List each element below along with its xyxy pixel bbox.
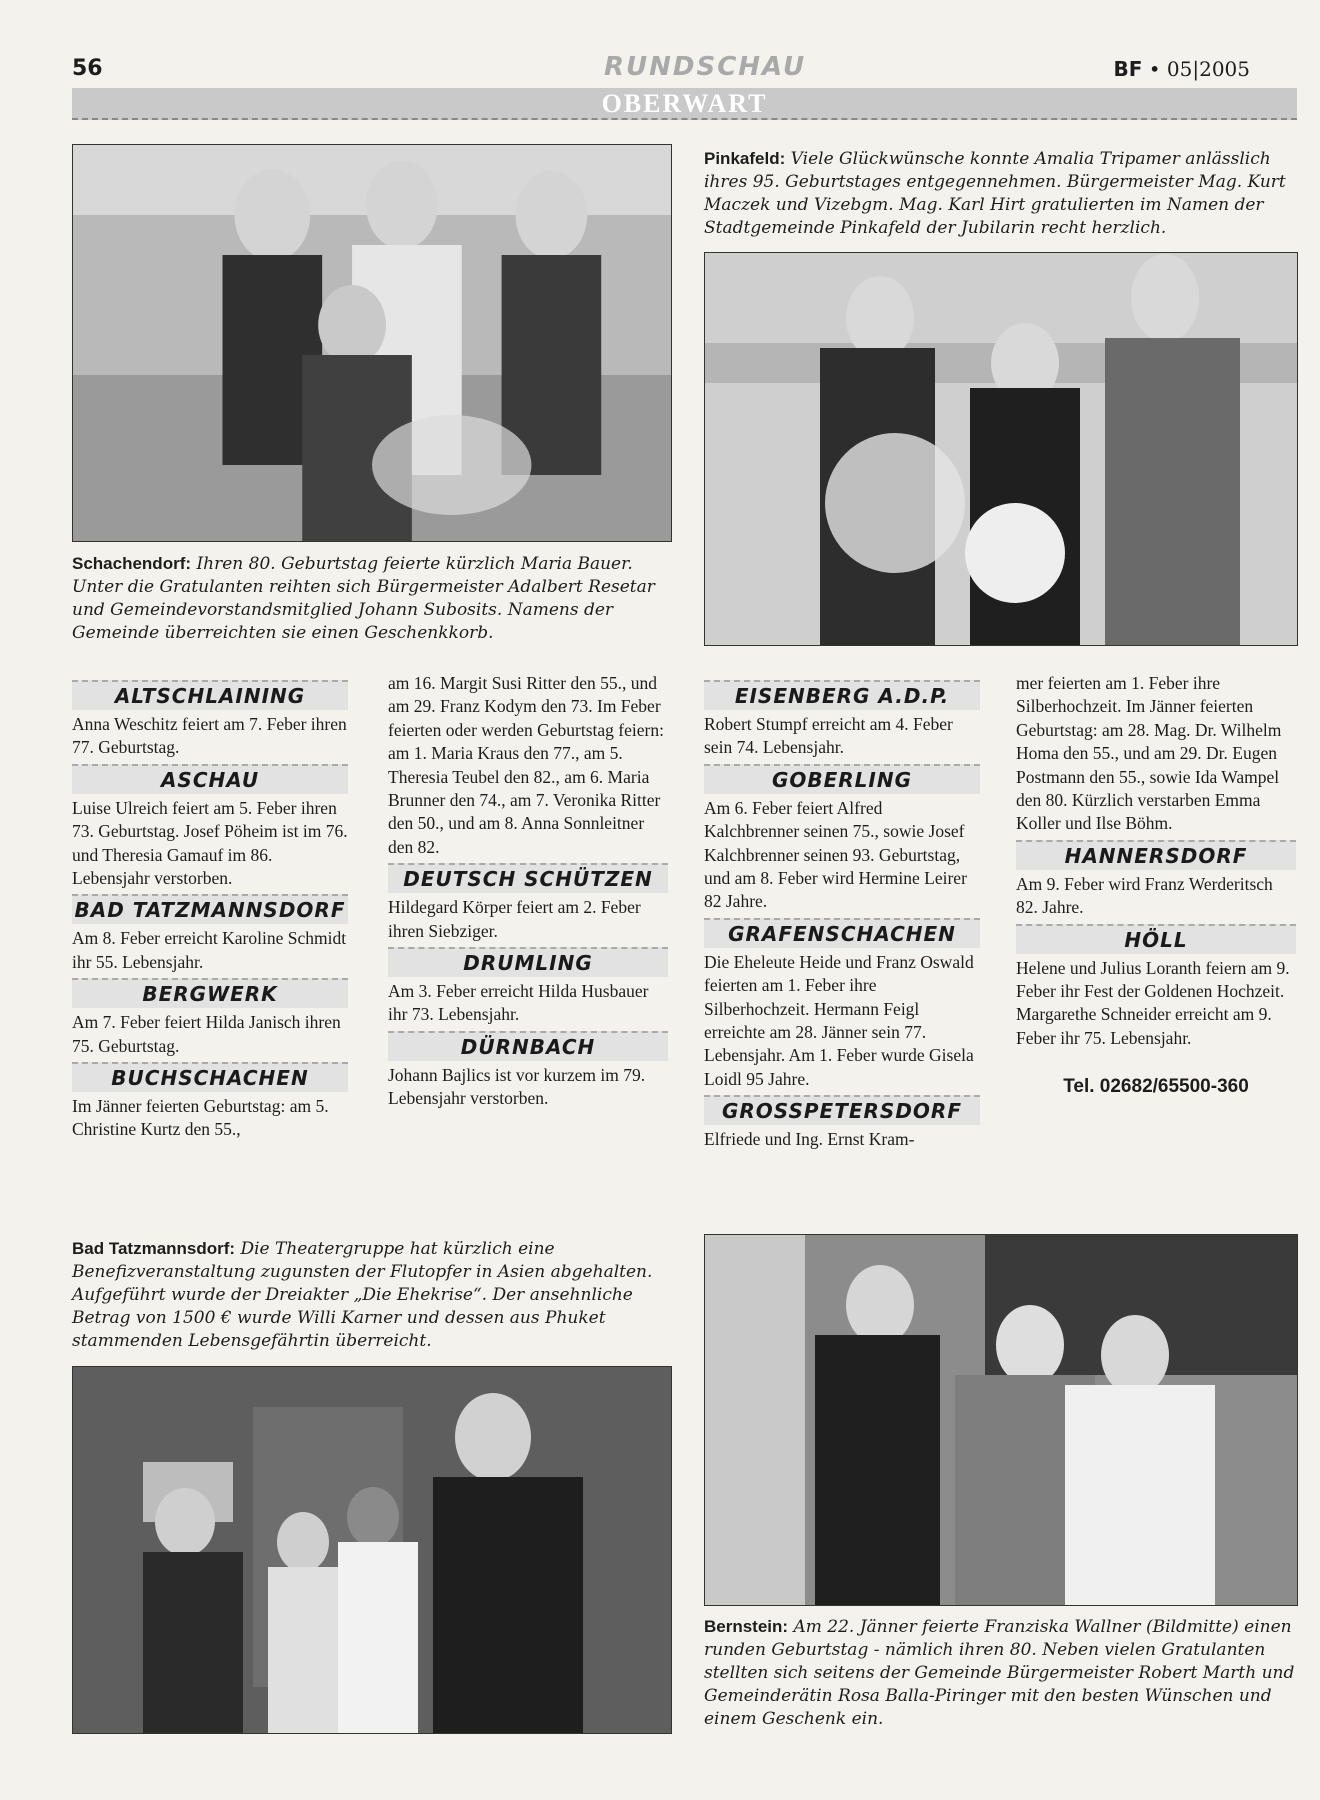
section-heading: BAD TATZMANNSDORF — [72, 894, 348, 924]
photo-bad-tatzmannsdorf — [72, 1366, 672, 1734]
photo-schachendorf — [72, 144, 672, 542]
caption-text: Ihren 80. Geburtstag feierte kürzlich Maria Bauer. Unter die Gratulanten reihten sich Bürgermeister Adalbert Resetar und Gemeindevorstandsmitglied Johann Subosits. Namens der Gemeinde überreichten sie einen Geschenkkorb. — [72, 554, 655, 643]
section-band — [72, 88, 1297, 120]
caption-place: Pinkafeld: — [704, 149, 786, 168]
column-4 — [1016, 672, 1296, 1098]
column-1 — [72, 676, 348, 1142]
section-heading: HANNERSDORF — [1016, 840, 1296, 870]
caption-place: Schachendorf: — [72, 554, 192, 573]
section-heading: DEUTSCH SCHÜTZEN — [388, 863, 668, 893]
section-heading: DRUMLING — [388, 947, 668, 977]
section-heading: BERGWERK — [72, 978, 348, 1008]
notice-text: Luise Ulreich feiert am 5. Feber ihren 73. Geburtstag. Josef Pöheim ist im 76. und Theresia Gamauf im 86. Lebensjahr verstorben. — [72, 797, 348, 889]
section-heading: EISENBERG A.D.P. — [704, 680, 980, 710]
notice-text: mer feierten am 1. Feber ihre Silberhochzeit. Im Jänner feierten Geburtstag: am 28. Mag. Dr. Wilhelm Homa den 55., und am 29. Dr. Eugen Postmann den 55., sowie Ida Wampel den 80. Kürzlich verstarben Emma Koller und Ilse Böhm. — [1016, 673, 1282, 834]
section-heading: ASCHAU — [72, 764, 348, 794]
caption-bad-tatzmannsdorf — [72, 1238, 672, 1353]
section-heading: GROSSPETERSDORF — [704, 1095, 980, 1125]
notice-text: Am 7. Feber feiert Hilda Janisch ihren 75. Geburtstag. — [72, 1012, 341, 1056]
notice-text: Elfriede und Ing. Ernst Kram- — [704, 1129, 915, 1150]
notice-text: Im Jänner feierten Geburtstag: am 5. Christine Kurtz den 55., — [72, 1096, 329, 1140]
notice-text: Am 6. Feber feiert Alfred Kalchbrenner seinen 75., sowie Josef Kalchbrenner seinen 93. Geburtstag, und am 8. Feber wird Hermine Leirer 82 Jahre. — [704, 797, 967, 912]
section-heading: DÜRNBACH — [388, 1031, 668, 1061]
section-heading: ALTSCHLAINING — [72, 680, 348, 710]
section-heading: GOBERLING — [704, 764, 980, 794]
section-heading: GRAFENSCHACHEN — [704, 918, 980, 948]
caption-text: Viele Glückwünsche konnte Amalia Tripamer anlässlich ihres 95. Geburtstages entgegennehmen. Bürgermeister Mag. Kurt Maczek und Vizebgm. Mag. Karl Hirt gratulierten im Namen der Stadtgemeinde Pinkafeld der Jubilarin recht herzlich. — [704, 149, 1286, 238]
publication-code: BF — [1113, 57, 1143, 81]
notice-text: Robert Stumpf erreicht am 4. Feber sein 74. Lebensjahr. — [704, 714, 953, 758]
masthead: RUNDSCHAU — [604, 52, 807, 82]
caption-text: Am 22. Jänner feierte Franziska Wallner (Bildmitte) einen runden Geburtstag - nämlich ihren 80. Neben vielen Gratulanten stellten sich seitens der Gemeinde Bürgermeister Robert Marth und Gemeinderätin Rosa Balla-Piringer mit den besten Wünschen und einem Geschenk ein. — [704, 1617, 1295, 1729]
issue-info: BF • 05|2005 — [1113, 57, 1250, 81]
notice-text: Johann Bajlics ist vor kurzem im 79. Lebensjahr verstorben. — [388, 1064, 646, 1109]
section-heading: HÖLL — [1016, 924, 1296, 954]
notice-text: Am 8. Feber erreicht Karoline Schmidt ihr 55. Lebensjahr. — [72, 928, 347, 972]
caption-text: Die Theatergruppe hat kürzlich eine Benefizveranstaltung zugunsten der Flutopfer in Asien abgehalten. Aufgeführt wurde der Dreiakter „Die Ehekrise“. Der ansehnliche Betrag von 1500 € wurde Willi Karner und dessen aus Phuket stammenden Lebensgefährtin überreicht. — [72, 1239, 653, 1351]
notice-text: Hildegard Körper feiert am 2. Feber ihren Siebziger. — [388, 897, 641, 941]
section-heading: BUCHSCHACHEN — [72, 1062, 348, 1092]
photo-bernstein — [704, 1234, 1298, 1606]
notice-text: Die Eheleute Heide und Franz Oswald feierten am 1. Feber ihre Silberhochzeit. Hermann Feigl erreichte am 28. Jänner sein 77. Lebensjahr. Am 1. Feber wurde Gisela Loidl 95 Jahre. — [704, 951, 974, 1089]
section-title: OBERWART — [601, 89, 768, 118]
caption-pinkafeld — [704, 148, 1298, 240]
notice-text: Am 9. Feber wird Franz Werderitsch 82. Jahre. — [1016, 873, 1273, 918]
notice-text: Anna Weschitz feiert am 7. Feber ihren 77. Geburtstag. — [72, 714, 347, 758]
caption-place: Bernstein: — [704, 1617, 789, 1636]
caption-place: Bad Tatzmannsdorf: — [72, 1239, 236, 1258]
photo-pinkafeld — [704, 252, 1298, 646]
notice-text: Am 3. Feber erreicht Hilda Husbauer ihr 73. Lebensjahr. — [388, 981, 649, 1025]
caption-schachendorf — [72, 553, 672, 645]
notice-text: am 16. Margit Susi Ritter den 55., und am 29. Franz Kodym den 73. Im Feber feierten oder werden Geburtstag feiern: am 1. Maria Kraus den 77., am 5. Theresia Teubel den 82., am 6. Maria Brunner den 74., am 7. Veronika Ritter den 50., und am 8. Anna Sonnleitner den 82. — [388, 673, 664, 857]
notice-text: Helene und Julius Loranth feiern am 9. Feber ihr Fest der Goldenen Hochzeit. Margarethe Schneider erreicht am 9. Feber ihr 75. Lebensjahr. — [1016, 957, 1290, 1048]
column-3 — [704, 676, 980, 1152]
contact-phone: Tel. 02682/65500-360 — [1063, 1076, 1249, 1098]
caption-bernstein — [704, 1616, 1304, 1731]
issue-number: 05|2005 — [1166, 57, 1250, 81]
page-number: 56 — [72, 56, 103, 81]
column-2 — [388, 672, 668, 1111]
